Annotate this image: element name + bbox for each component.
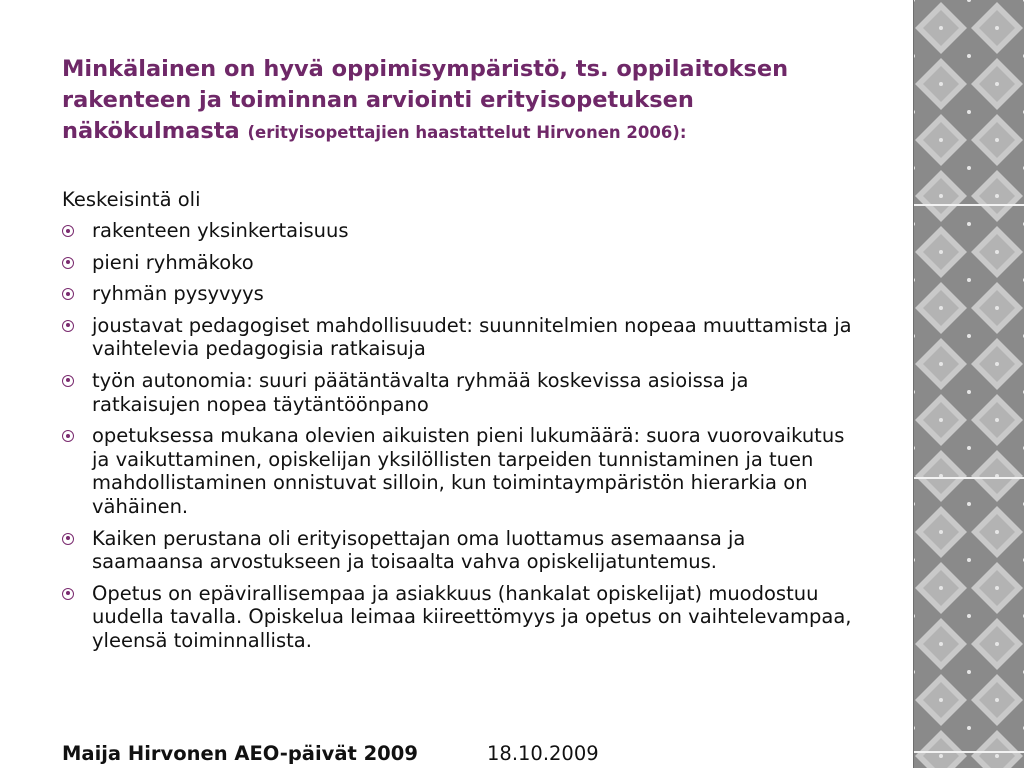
title-subtitle: (erityisopettajien haastattelut Hirvonen 2006): <box>247 123 687 142</box>
list-item-text: Kaiken perustana oli erityisopettajan oma luottamus asemaansa ja saamaansa arvostukseen ja toisaalta vahva opiskelijatuntemus. <box>92 526 746 574</box>
list-item <box>62 282 862 306</box>
list-item <box>62 251 862 275</box>
list-item <box>62 369 862 416</box>
list-item <box>62 527 862 574</box>
list-item-text: työn autonomia: suuri päätäntävalta ryhmää koskevissa asioissa ja ratkaisujen nopea täytäntöönpano <box>92 368 749 416</box>
footer-date: 18.10.2009 <box>487 742 599 765</box>
circle-bullet-icon <box>62 588 74 600</box>
circle-bullet-icon <box>62 533 74 545</box>
bullet-list <box>62 219 862 661</box>
list-item-text: opetuksessa mukana olevien aikuisten pieni lukumäärä: suora vuorovaikutus ja vaikuttaminen, opiskelijan yksilöllisten tarpeiden tunnistaminen ja tuen mahdollistaminen onnistuvat silloin, kun toimintaympäristön hierarkia on vähäinen. <box>92 424 845 518</box>
slide-title <box>62 54 862 148</box>
circle-bullet-icon <box>62 320 74 332</box>
circle-bullet-icon <box>62 375 74 387</box>
list-item <box>62 424 862 518</box>
intro-text: Keskeisintä oli <box>62 188 201 211</box>
list-item-text: Opetus on epävirallisempaa ja asiakkuus (hankalat opiskelijat) muodostuu uudella tavalla. Opiskelua leimaa kiireettömyys ja opetus on vaihtelevampaa, yleensä toiminnallista. <box>92 581 852 652</box>
list-item-text: ryhmän pysyvyys <box>92 282 264 306</box>
list-item <box>62 582 862 653</box>
footer-author: Maija Hirvonen AEO-päivät 2009 <box>62 742 418 765</box>
decorative-side-band <box>913 0 1024 768</box>
list-item <box>62 314 862 361</box>
list-item-text: pieni ryhmäkoko <box>92 250 254 274</box>
circle-bullet-icon <box>62 225 74 237</box>
circle-bullet-icon <box>62 430 74 442</box>
list-item-text: joustavat pedagogiset mahdollisuudet: suunnitelmien nopeaa muuttamista ja vaihtelevia pedagogisia ratkaisuja <box>92 313 852 361</box>
list-item <box>62 219 862 243</box>
list-item-text: rakenteen yksinkertaisuus <box>92 219 349 242</box>
circle-bullet-icon <box>62 288 74 300</box>
title-main: Minkälainen on hyvä oppimisympäristö, ts. oppilaitoksen rakenteen ja toiminnan arviointi erityisopetuksen näkökulmasta <box>62 56 789 144</box>
diamond-pattern-icon <box>913 0 1024 768</box>
circle-bullet-icon <box>62 257 74 269</box>
